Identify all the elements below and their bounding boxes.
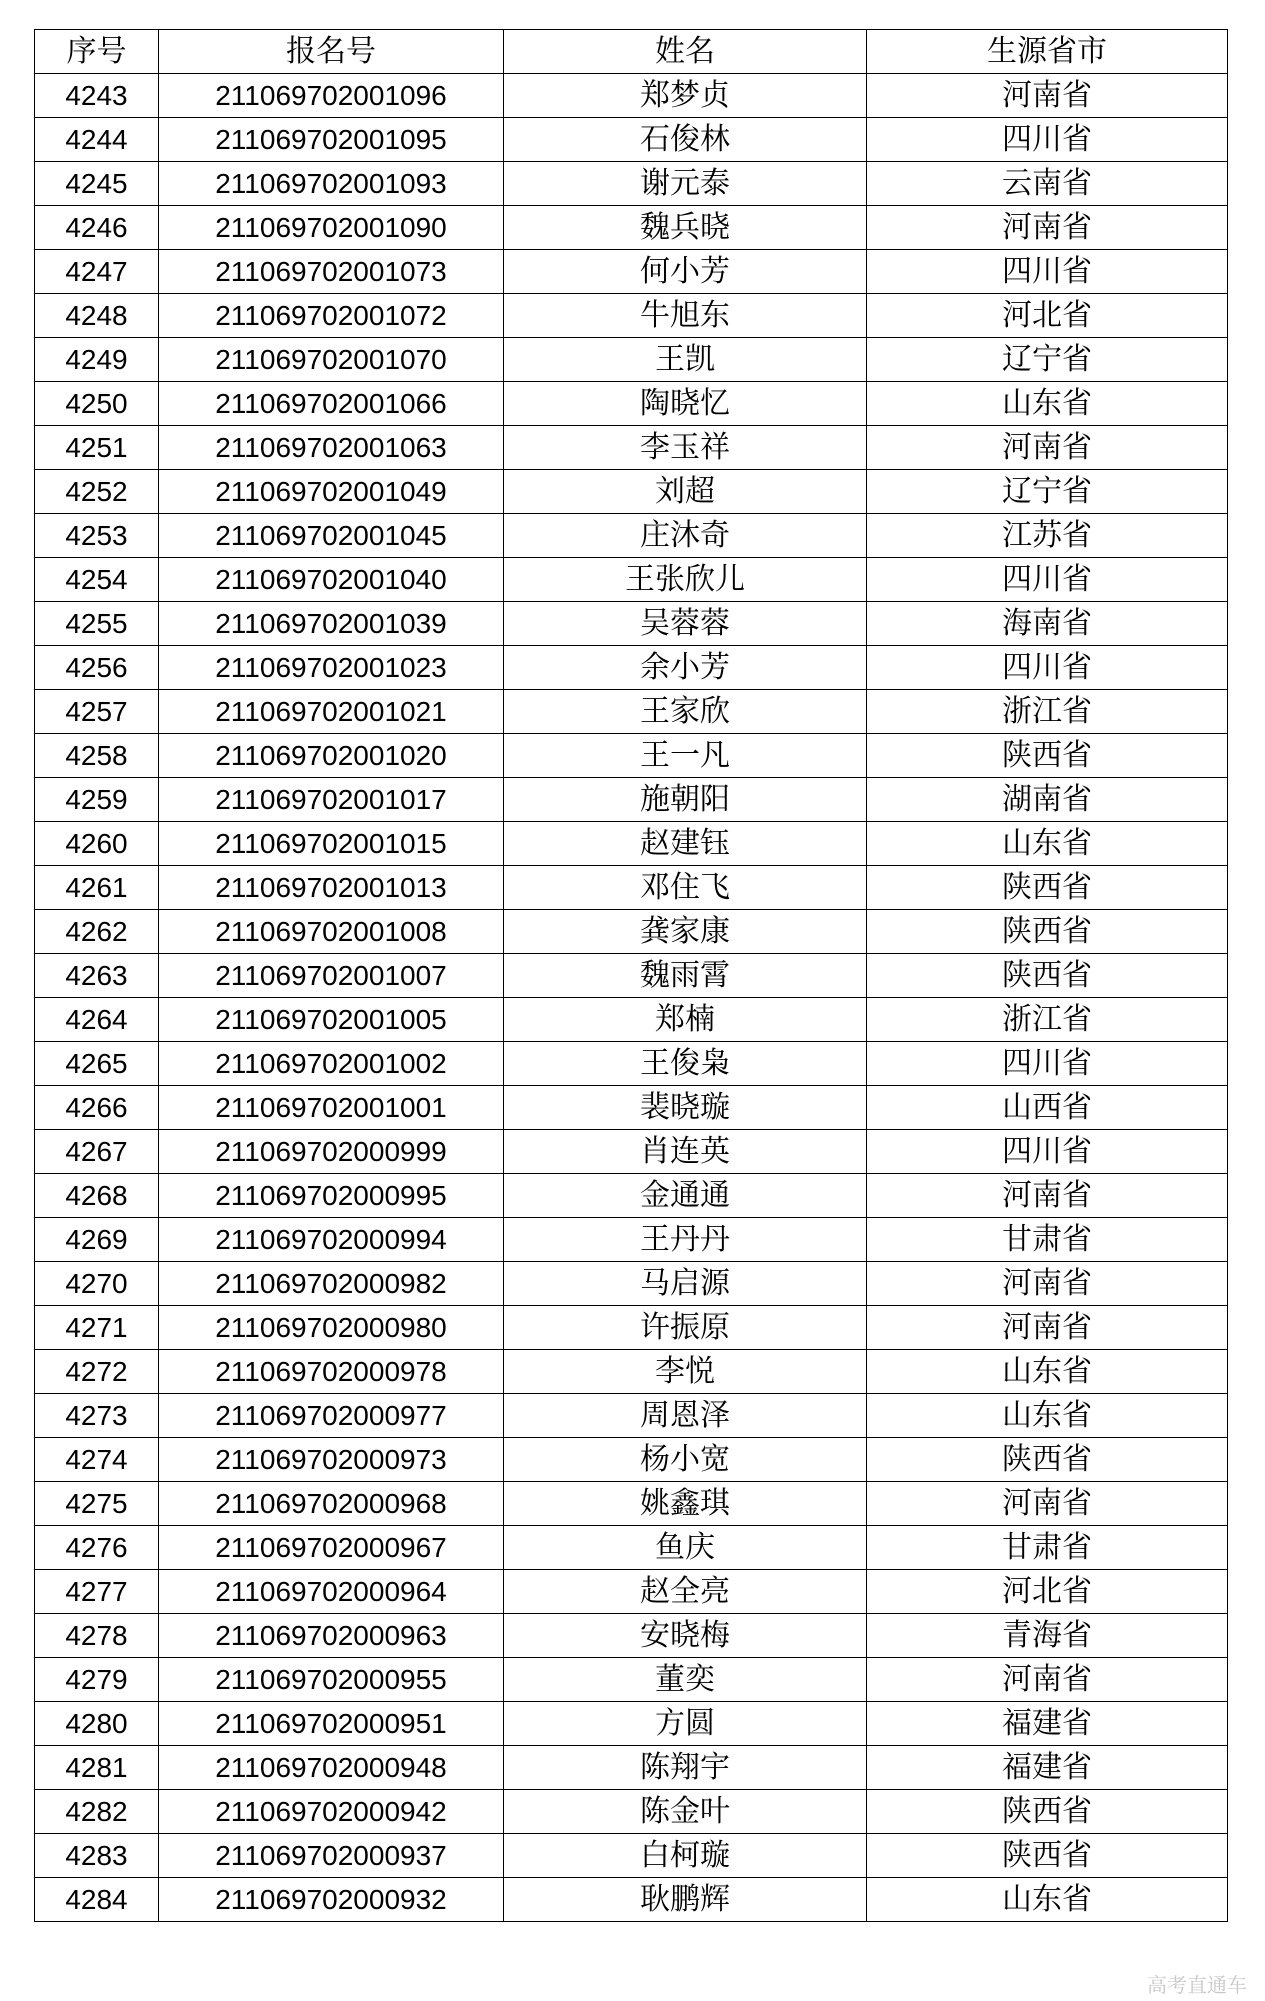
registration-number-cell: 211069702001021 <box>159 690 504 734</box>
serial-number-cell: 4284 <box>35 1878 159 1922</box>
serial-number-cell: 4265 <box>35 1042 159 1086</box>
serial-number-cell: 4251 <box>35 426 159 470</box>
serial-number-cell: 4280 <box>35 1702 159 1746</box>
name-cell: 邓住飞 <box>504 866 867 910</box>
name-cell: 王张欣儿 <box>504 558 867 602</box>
registration-number-cell: 211069702000977 <box>159 1394 504 1438</box>
table-row <box>35 250 1228 294</box>
table-row <box>35 910 1228 954</box>
table-row <box>35 1218 1228 1262</box>
name-cell: 陶晓忆 <box>504 382 867 426</box>
table-row <box>35 1482 1228 1526</box>
province-cell: 青海省 <box>867 1614 1228 1658</box>
serial-number-cell: 4253 <box>35 514 159 558</box>
table-row <box>35 1262 1228 1306</box>
province-cell: 河南省 <box>867 206 1228 250</box>
serial-number-cell: 4278 <box>35 1614 159 1658</box>
name-cell: 许振原 <box>504 1306 867 1350</box>
serial-number-cell: 4268 <box>35 1174 159 1218</box>
province-cell: 四川省 <box>867 1130 1228 1174</box>
province-cell: 陕西省 <box>867 1438 1228 1482</box>
name-cell: 魏兵晓 <box>504 206 867 250</box>
name-cell: 安晓梅 <box>504 1614 867 1658</box>
registration-number-cell: 211069702001005 <box>159 998 504 1042</box>
table-row <box>35 514 1228 558</box>
table-row <box>35 382 1228 426</box>
name-cell: 方圆 <box>504 1702 867 1746</box>
admission-list-table <box>34 29 1228 1922</box>
table-row <box>35 734 1228 778</box>
table-row <box>35 1702 1228 1746</box>
table-row <box>35 558 1228 602</box>
serial-number-cell: 4246 <box>35 206 159 250</box>
header-row <box>35 30 1228 74</box>
registration-number-cell: 211069702001096 <box>159 74 504 118</box>
table-row <box>35 206 1228 250</box>
name-cell: 牛旭东 <box>504 294 867 338</box>
registration-number-cell: 211069702001049 <box>159 470 504 514</box>
table-row <box>35 1790 1228 1834</box>
name-cell: 王俊枭 <box>504 1042 867 1086</box>
table-row <box>35 470 1228 514</box>
serial-number-cell: 4266 <box>35 1086 159 1130</box>
name-cell: 肖连英 <box>504 1130 867 1174</box>
table-row <box>35 338 1228 382</box>
registration-number-cell: 211069702000995 <box>159 1174 504 1218</box>
province-cell: 辽宁省 <box>867 470 1228 514</box>
registration-number-cell: 211069702001095 <box>159 118 504 162</box>
province-cell: 陕西省 <box>867 1834 1228 1878</box>
registration-number-cell: 211069702001017 <box>159 778 504 822</box>
serial-number-cell: 4260 <box>35 822 159 866</box>
table-row <box>35 998 1228 1042</box>
name-cell: 陈翔宇 <box>504 1746 867 1790</box>
serial-number-cell: 4270 <box>35 1262 159 1306</box>
table-row <box>35 74 1228 118</box>
table-row <box>35 690 1228 734</box>
province-cell: 山东省 <box>867 382 1228 426</box>
registration-number-cell: 211069702001015 <box>159 822 504 866</box>
serial-number-cell: 4277 <box>35 1570 159 1614</box>
table-row <box>35 294 1228 338</box>
province-cell: 河北省 <box>867 1570 1228 1614</box>
name-cell: 王凯 <box>504 338 867 382</box>
serial-number-cell: 4272 <box>35 1350 159 1394</box>
table-row <box>35 426 1228 470</box>
province-cell: 陕西省 <box>867 866 1228 910</box>
province-cell: 浙江省 <box>867 998 1228 1042</box>
name-cell: 董奕 <box>504 1658 867 1702</box>
registration-number-cell: 211069702001073 <box>159 250 504 294</box>
registration-number-cell: 211069702001093 <box>159 162 504 206</box>
province-cell: 陕西省 <box>867 1790 1228 1834</box>
serial-number-cell: 4283 <box>35 1834 159 1878</box>
registration-number-cell: 211069702000968 <box>159 1482 504 1526</box>
province-cell: 辽宁省 <box>867 338 1228 382</box>
registration-number-cell: 211069702000978 <box>159 1350 504 1394</box>
province-cell: 四川省 <box>867 646 1228 690</box>
registration-number-cell: 211069702000973 <box>159 1438 504 1482</box>
table-row <box>35 778 1228 822</box>
table-row <box>35 162 1228 206</box>
table-row <box>35 1878 1228 1922</box>
name-cell: 杨小宽 <box>504 1438 867 1482</box>
name-cell: 余小芳 <box>504 646 867 690</box>
serial-number-cell: 4273 <box>35 1394 159 1438</box>
name-cell: 吴蓉蓉 <box>504 602 867 646</box>
province-cell: 河南省 <box>867 1174 1228 1218</box>
header-name: 姓名 <box>504 30 867 74</box>
province-cell: 河南省 <box>867 1482 1228 1526</box>
name-cell: 何小芳 <box>504 250 867 294</box>
registration-number-cell: 211069702000994 <box>159 1218 504 1262</box>
province-cell: 山东省 <box>867 822 1228 866</box>
serial-number-cell: 4281 <box>35 1746 159 1790</box>
registration-number-cell: 211069702000937 <box>159 1834 504 1878</box>
table-row <box>35 1174 1228 1218</box>
registration-number-cell: 211069702001013 <box>159 866 504 910</box>
table-row <box>35 1834 1228 1878</box>
serial-number-cell: 4264 <box>35 998 159 1042</box>
table-row <box>35 1306 1228 1350</box>
province-cell: 山东省 <box>867 1878 1228 1922</box>
registration-number-cell: 211069702000955 <box>159 1658 504 1702</box>
province-cell: 河南省 <box>867 1306 1228 1350</box>
province-cell: 河南省 <box>867 426 1228 470</box>
name-cell: 郑梦贞 <box>504 74 867 118</box>
serial-number-cell: 4275 <box>35 1482 159 1526</box>
serial-number-cell: 4257 <box>35 690 159 734</box>
province-cell: 陕西省 <box>867 734 1228 778</box>
name-cell: 石俊林 <box>504 118 867 162</box>
name-cell: 耿鹏辉 <box>504 1878 867 1922</box>
registration-number-cell: 211069702000963 <box>159 1614 504 1658</box>
table-row <box>35 1570 1228 1614</box>
province-cell: 陕西省 <box>867 910 1228 954</box>
table-body <box>35 74 1228 1922</box>
serial-number-cell: 4255 <box>35 602 159 646</box>
table-row <box>35 954 1228 998</box>
registration-number-cell: 211069702000951 <box>159 1702 504 1746</box>
serial-number-cell: 4262 <box>35 910 159 954</box>
name-cell: 谢元泰 <box>504 162 867 206</box>
province-cell: 江苏省 <box>867 514 1228 558</box>
table-row <box>35 1438 1228 1482</box>
name-cell: 金通通 <box>504 1174 867 1218</box>
name-cell: 李玉祥 <box>504 426 867 470</box>
serial-number-cell: 4250 <box>35 382 159 426</box>
name-cell: 龚家康 <box>504 910 867 954</box>
serial-number-cell: 4254 <box>35 558 159 602</box>
header-province: 生源省市 <box>867 30 1228 74</box>
name-cell: 鱼庆 <box>504 1526 867 1570</box>
name-cell: 刘超 <box>504 470 867 514</box>
registration-number-cell: 211069702001072 <box>159 294 504 338</box>
table-row <box>35 646 1228 690</box>
serial-number-cell: 4245 <box>35 162 159 206</box>
province-cell: 四川省 <box>867 1042 1228 1086</box>
registration-number-cell: 211069702001063 <box>159 426 504 470</box>
registration-number-cell: 211069702000982 <box>159 1262 504 1306</box>
registration-number-cell: 211069702001023 <box>159 646 504 690</box>
name-cell: 赵建钰 <box>504 822 867 866</box>
registration-number-cell: 211069702001008 <box>159 910 504 954</box>
province-cell: 福建省 <box>867 1702 1228 1746</box>
registration-number-cell: 211069702001007 <box>159 954 504 998</box>
serial-number-cell: 4276 <box>35 1526 159 1570</box>
name-cell: 李悦 <box>504 1350 867 1394</box>
name-cell: 庄沐奇 <box>504 514 867 558</box>
province-cell: 四川省 <box>867 558 1228 602</box>
name-cell: 马启源 <box>504 1262 867 1306</box>
table-row <box>35 1614 1228 1658</box>
registration-number-cell: 211069702001090 <box>159 206 504 250</box>
serial-number-cell: 4244 <box>35 118 159 162</box>
province-cell: 河南省 <box>867 74 1228 118</box>
table-row <box>35 822 1228 866</box>
watermark-text: 高考直通车 <box>1147 1973 1247 1997</box>
province-cell: 山东省 <box>867 1350 1228 1394</box>
registration-number-cell: 211069702001070 <box>159 338 504 382</box>
registration-number-cell: 211069702001002 <box>159 1042 504 1086</box>
province-cell: 海南省 <box>867 602 1228 646</box>
name-cell: 裴晓璇 <box>504 1086 867 1130</box>
serial-number-cell: 4249 <box>35 338 159 382</box>
serial-number-cell: 4274 <box>35 1438 159 1482</box>
registration-number-cell: 211069702001020 <box>159 734 504 778</box>
serial-number-cell: 4258 <box>35 734 159 778</box>
province-cell: 山东省 <box>867 1394 1228 1438</box>
name-cell: 郑楠 <box>504 998 867 1042</box>
serial-number-cell: 4279 <box>35 1658 159 1702</box>
serial-number-cell: 4263 <box>35 954 159 998</box>
province-cell: 山西省 <box>867 1086 1228 1130</box>
name-cell: 王家欣 <box>504 690 867 734</box>
table-row <box>35 1130 1228 1174</box>
serial-number-cell: 4267 <box>35 1130 159 1174</box>
registration-number-cell: 211069702000932 <box>159 1878 504 1922</box>
table-row <box>35 1658 1228 1702</box>
name-cell: 陈金叶 <box>504 1790 867 1834</box>
serial-number-cell: 4259 <box>35 778 159 822</box>
serial-number-cell: 4282 <box>35 1790 159 1834</box>
name-cell: 周恩泽 <box>504 1394 867 1438</box>
registration-number-cell: 211069702000999 <box>159 1130 504 1174</box>
header-serial-number: 序号 <box>35 30 159 74</box>
table-row <box>35 1350 1228 1394</box>
registration-number-cell: 211069702001001 <box>159 1086 504 1130</box>
province-cell: 福建省 <box>867 1746 1228 1790</box>
province-cell: 云南省 <box>867 162 1228 206</box>
registration-number-cell: 211069702000964 <box>159 1570 504 1614</box>
serial-number-cell: 4252 <box>35 470 159 514</box>
serial-number-cell: 4243 <box>35 74 159 118</box>
table-row <box>35 1394 1228 1438</box>
name-cell: 赵全亮 <box>504 1570 867 1614</box>
name-cell: 施朝阳 <box>504 778 867 822</box>
table-row <box>35 118 1228 162</box>
registration-number-cell: 211069702000948 <box>159 1746 504 1790</box>
registration-number-cell: 211069702000967 <box>159 1526 504 1570</box>
serial-number-cell: 4269 <box>35 1218 159 1262</box>
table-row <box>35 602 1228 646</box>
table-row <box>35 866 1228 910</box>
province-cell: 湖南省 <box>867 778 1228 822</box>
serial-number-cell: 4247 <box>35 250 159 294</box>
name-cell: 白柯璇 <box>504 1834 867 1878</box>
province-cell: 四川省 <box>867 118 1228 162</box>
name-cell: 王一凡 <box>504 734 867 778</box>
province-cell: 甘肃省 <box>867 1218 1228 1262</box>
registration-number-cell: 211069702000980 <box>159 1306 504 1350</box>
serial-number-cell: 4261 <box>35 866 159 910</box>
header-registration-number: 报名号 <box>159 30 504 74</box>
table-header <box>35 30 1228 74</box>
province-cell: 陕西省 <box>867 954 1228 998</box>
province-cell: 河南省 <box>867 1262 1228 1306</box>
serial-number-cell: 4256 <box>35 646 159 690</box>
province-cell: 浙江省 <box>867 690 1228 734</box>
province-cell: 四川省 <box>867 250 1228 294</box>
table-row <box>35 1746 1228 1790</box>
registration-number-cell: 211069702001066 <box>159 382 504 426</box>
registration-number-cell: 211069702001045 <box>159 514 504 558</box>
registration-number-cell: 211069702001040 <box>159 558 504 602</box>
name-cell: 王丹丹 <box>504 1218 867 1262</box>
province-cell: 甘肃省 <box>867 1526 1228 1570</box>
table-row <box>35 1526 1228 1570</box>
name-cell: 姚鑫琪 <box>504 1482 867 1526</box>
serial-number-cell: 4271 <box>35 1306 159 1350</box>
serial-number-cell: 4248 <box>35 294 159 338</box>
table-row <box>35 1086 1228 1130</box>
province-cell: 河南省 <box>867 1658 1228 1702</box>
registration-number-cell: 211069702001039 <box>159 602 504 646</box>
registration-number-cell: 211069702000942 <box>159 1790 504 1834</box>
table-row <box>35 1042 1228 1086</box>
province-cell: 河北省 <box>867 294 1228 338</box>
name-cell: 魏雨霄 <box>504 954 867 998</box>
